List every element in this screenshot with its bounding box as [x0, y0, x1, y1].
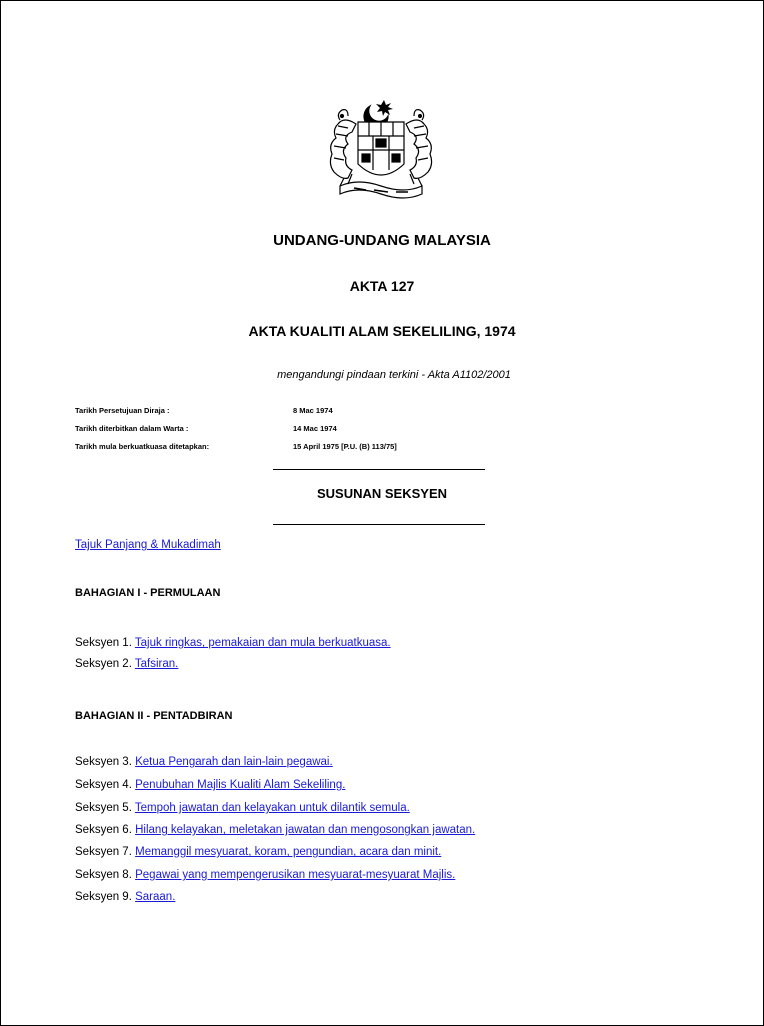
section-link[interactable]: Hilang kelayakan, meletakan jawatan dan mengosongkan jawatan. — [135, 824, 476, 836]
long-title-link[interactable]: Tajuk Panjang & Mukadimah — [75, 539, 221, 551]
section-link[interactable]: Tempoh jawatan dan kelayakan untuk dilantik semula. — [134, 802, 410, 814]
section-prefix: Seksyen 2. — [75, 658, 132, 670]
section-prefix: Seksyen 3. — [75, 756, 132, 768]
meta-value-gazette: 14 Mac 1974 — [293, 424, 337, 433]
toc-entry — [75, 802, 410, 814]
meta-label-commencement: Tarikh mula berkuatkuasa ditetapkan: — [75, 442, 210, 451]
section-prefix: Seksyen 5. — [75, 802, 132, 814]
section-prefix: Seksyen 9. — [75, 891, 132, 903]
part-1-title: BAHAGIAN I - PERMULAAN — [75, 587, 221, 599]
act-title: AKTA KUALITI ALAM SEKELILING, 1974 — [248, 323, 516, 339]
toc-entry — [75, 658, 178, 670]
section-link[interactable]: Penubuhan Majlis Kualiti Alam Sekeliling. — [135, 779, 346, 791]
document-heading: UNDANG-UNDANG MALAYSIA — [273, 232, 491, 249]
section-link[interactable]: Ketua Pengarah dan lain-lain pegawai. — [135, 756, 333, 768]
divider-bottom — [273, 524, 485, 525]
amendment-note: mengandungi pindaan terkini - Akta A1102/2001 — [277, 369, 511, 381]
section-link[interactable]: Tajuk ringkas, pemakaian dan mula berkuatkuasa. — [134, 637, 391, 649]
toc-entry — [75, 756, 333, 768]
section-prefix: Seksyen 1. — [75, 637, 132, 649]
section-link[interactable]: Tafsiran. — [134, 658, 179, 670]
section-prefix: Seksyen 4. — [75, 779, 132, 791]
divider-top — [273, 469, 485, 470]
toc-entry — [75, 891, 175, 903]
meta-label-gazette: Tarikh diterbitkan dalam Warta : — [75, 424, 189, 433]
meta-label-royal-assent: Tarikh Persetujuan Diraja : — [75, 406, 170, 415]
toc-entry — [75, 846, 441, 858]
part-2-title: BAHAGIAN II - PENTADBIRAN — [75, 710, 233, 722]
toc-entry — [75, 637, 391, 649]
toc-entry — [75, 779, 345, 791]
toc-title: SUSUNAN SEKSYEN — [316, 486, 448, 501]
section-prefix: Seksyen 7. — [75, 846, 132, 858]
act-number: AKTA 127 — [349, 278, 415, 294]
section-prefix: Seksyen 6. — [75, 824, 132, 836]
section-link[interactable]: Pegawai yang mempengerusikan mesyuarat-mesyuarat Majlis. — [135, 869, 456, 881]
meta-value-commencement: 15 April 1975 [P.U. (B) 113/75] — [293, 442, 397, 451]
toc-entry — [75, 824, 475, 836]
malaysia-coat-of-arms-icon — [318, 94, 444, 206]
section-prefix: Seksyen 8. — [75, 869, 132, 881]
section-link[interactable]: Saraan. — [135, 891, 176, 903]
section-link[interactable]: Memanggil mesyuarat, koram, pengundian, acara dan minit. — [135, 846, 442, 858]
toc-entry — [75, 869, 455, 881]
meta-value-royal-assent: 8 Mac 1974 — [293, 406, 333, 415]
